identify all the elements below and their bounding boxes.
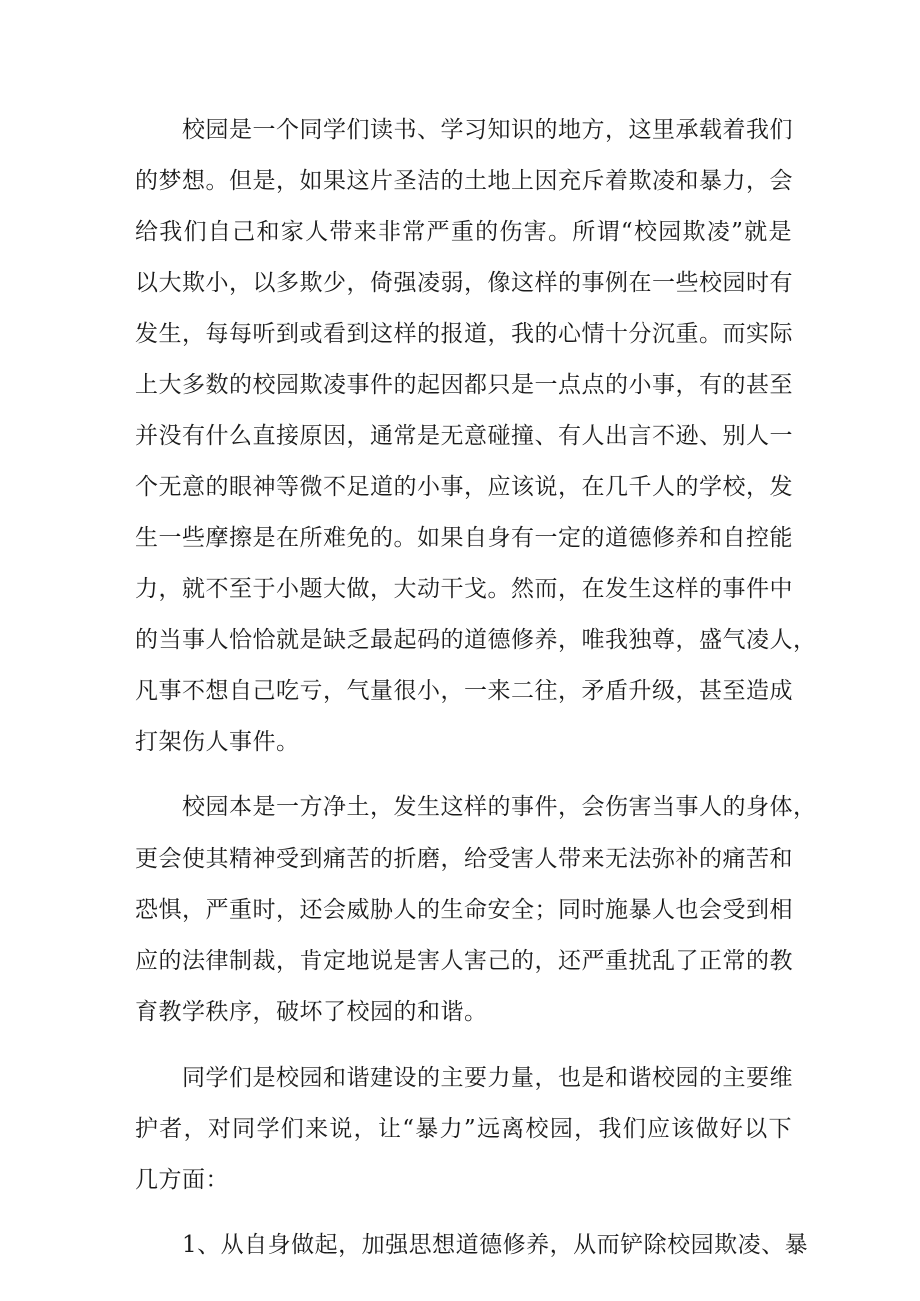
text-line: 并没有什么直接原因，通常是无意碰撞、有人出言不逊、别人一: [135, 423, 793, 449]
text-line: 力，就不至于小题大做，大动干戈。然而，在发生这样的事件中: [135, 576, 793, 602]
text-line: 1、从自身做起，加强思想道德修养，从而铲除校园欺凌、暴: [182, 1232, 809, 1258]
text-line: 打架伤人事件。: [135, 729, 300, 755]
text-line: 凡事不想自己吃亏，气量很小，一来二往，矛盾升级，甚至造成: [135, 678, 793, 704]
text-line: 护者，对同学们来说，让“暴力”远离校园，我们应该做好以下: [135, 1116, 792, 1142]
text-line: 校园是一个同学们读书、学习知识的地方，这里承载着我们: [182, 117, 793, 143]
text-line: 以大欺小，以多欺少，倚强凌弱，像这样的事例在一些校园时有: [135, 270, 793, 296]
text-line: 的梦想。但是，如果这片圣洁的土地上因充斥着欺凌和暴力，会: [135, 168, 793, 194]
text-line: 恐惧，严重时，还会威胁人的生命安全；同时施暴人也会受到相: [135, 897, 793, 923]
text-line: 的当事人恰恰就是缺乏最起码的道德修养，唯我独尊，盛气凌人，: [135, 627, 817, 653]
text-line: 育教学秩序，破坏了校园的和谐。: [135, 999, 488, 1025]
text-line: 更会使其精神受到痛苦的折磨，给受害人带来无法弥补的痛苦和: [135, 846, 793, 872]
text-line: 几方面：: [135, 1167, 229, 1193]
text-line: 校园本是一方净土，发生这样的事件，会伤害当事人的身体，: [182, 794, 817, 820]
text-line: 同学们是校园和谐建设的主要力量，也是和谐校园的主要维: [182, 1065, 793, 1091]
text-line: 个无意的眼神等微不足道的小事，应该说，在几千人的学校，发: [135, 474, 793, 500]
text-line: 给我们自己和家人带来非常严重的伤害。所谓“校园欺凌”就是: [135, 219, 792, 245]
text-line: 上大多数的校园欺凌事件的起因都只是一点点的小事，有的甚至: [135, 372, 793, 398]
text-line: 生一些摩擦是在所难免的。如果自身有一定的道德修养和自控能: [135, 525, 793, 551]
text-line: 发生，每每听到或看到这样的报道，我的心情十分沉重。而实际: [135, 321, 793, 347]
text-line: 应的法律制裁，肯定地说是害人害己的，还严重扰乱了正常的教: [135, 948, 793, 974]
